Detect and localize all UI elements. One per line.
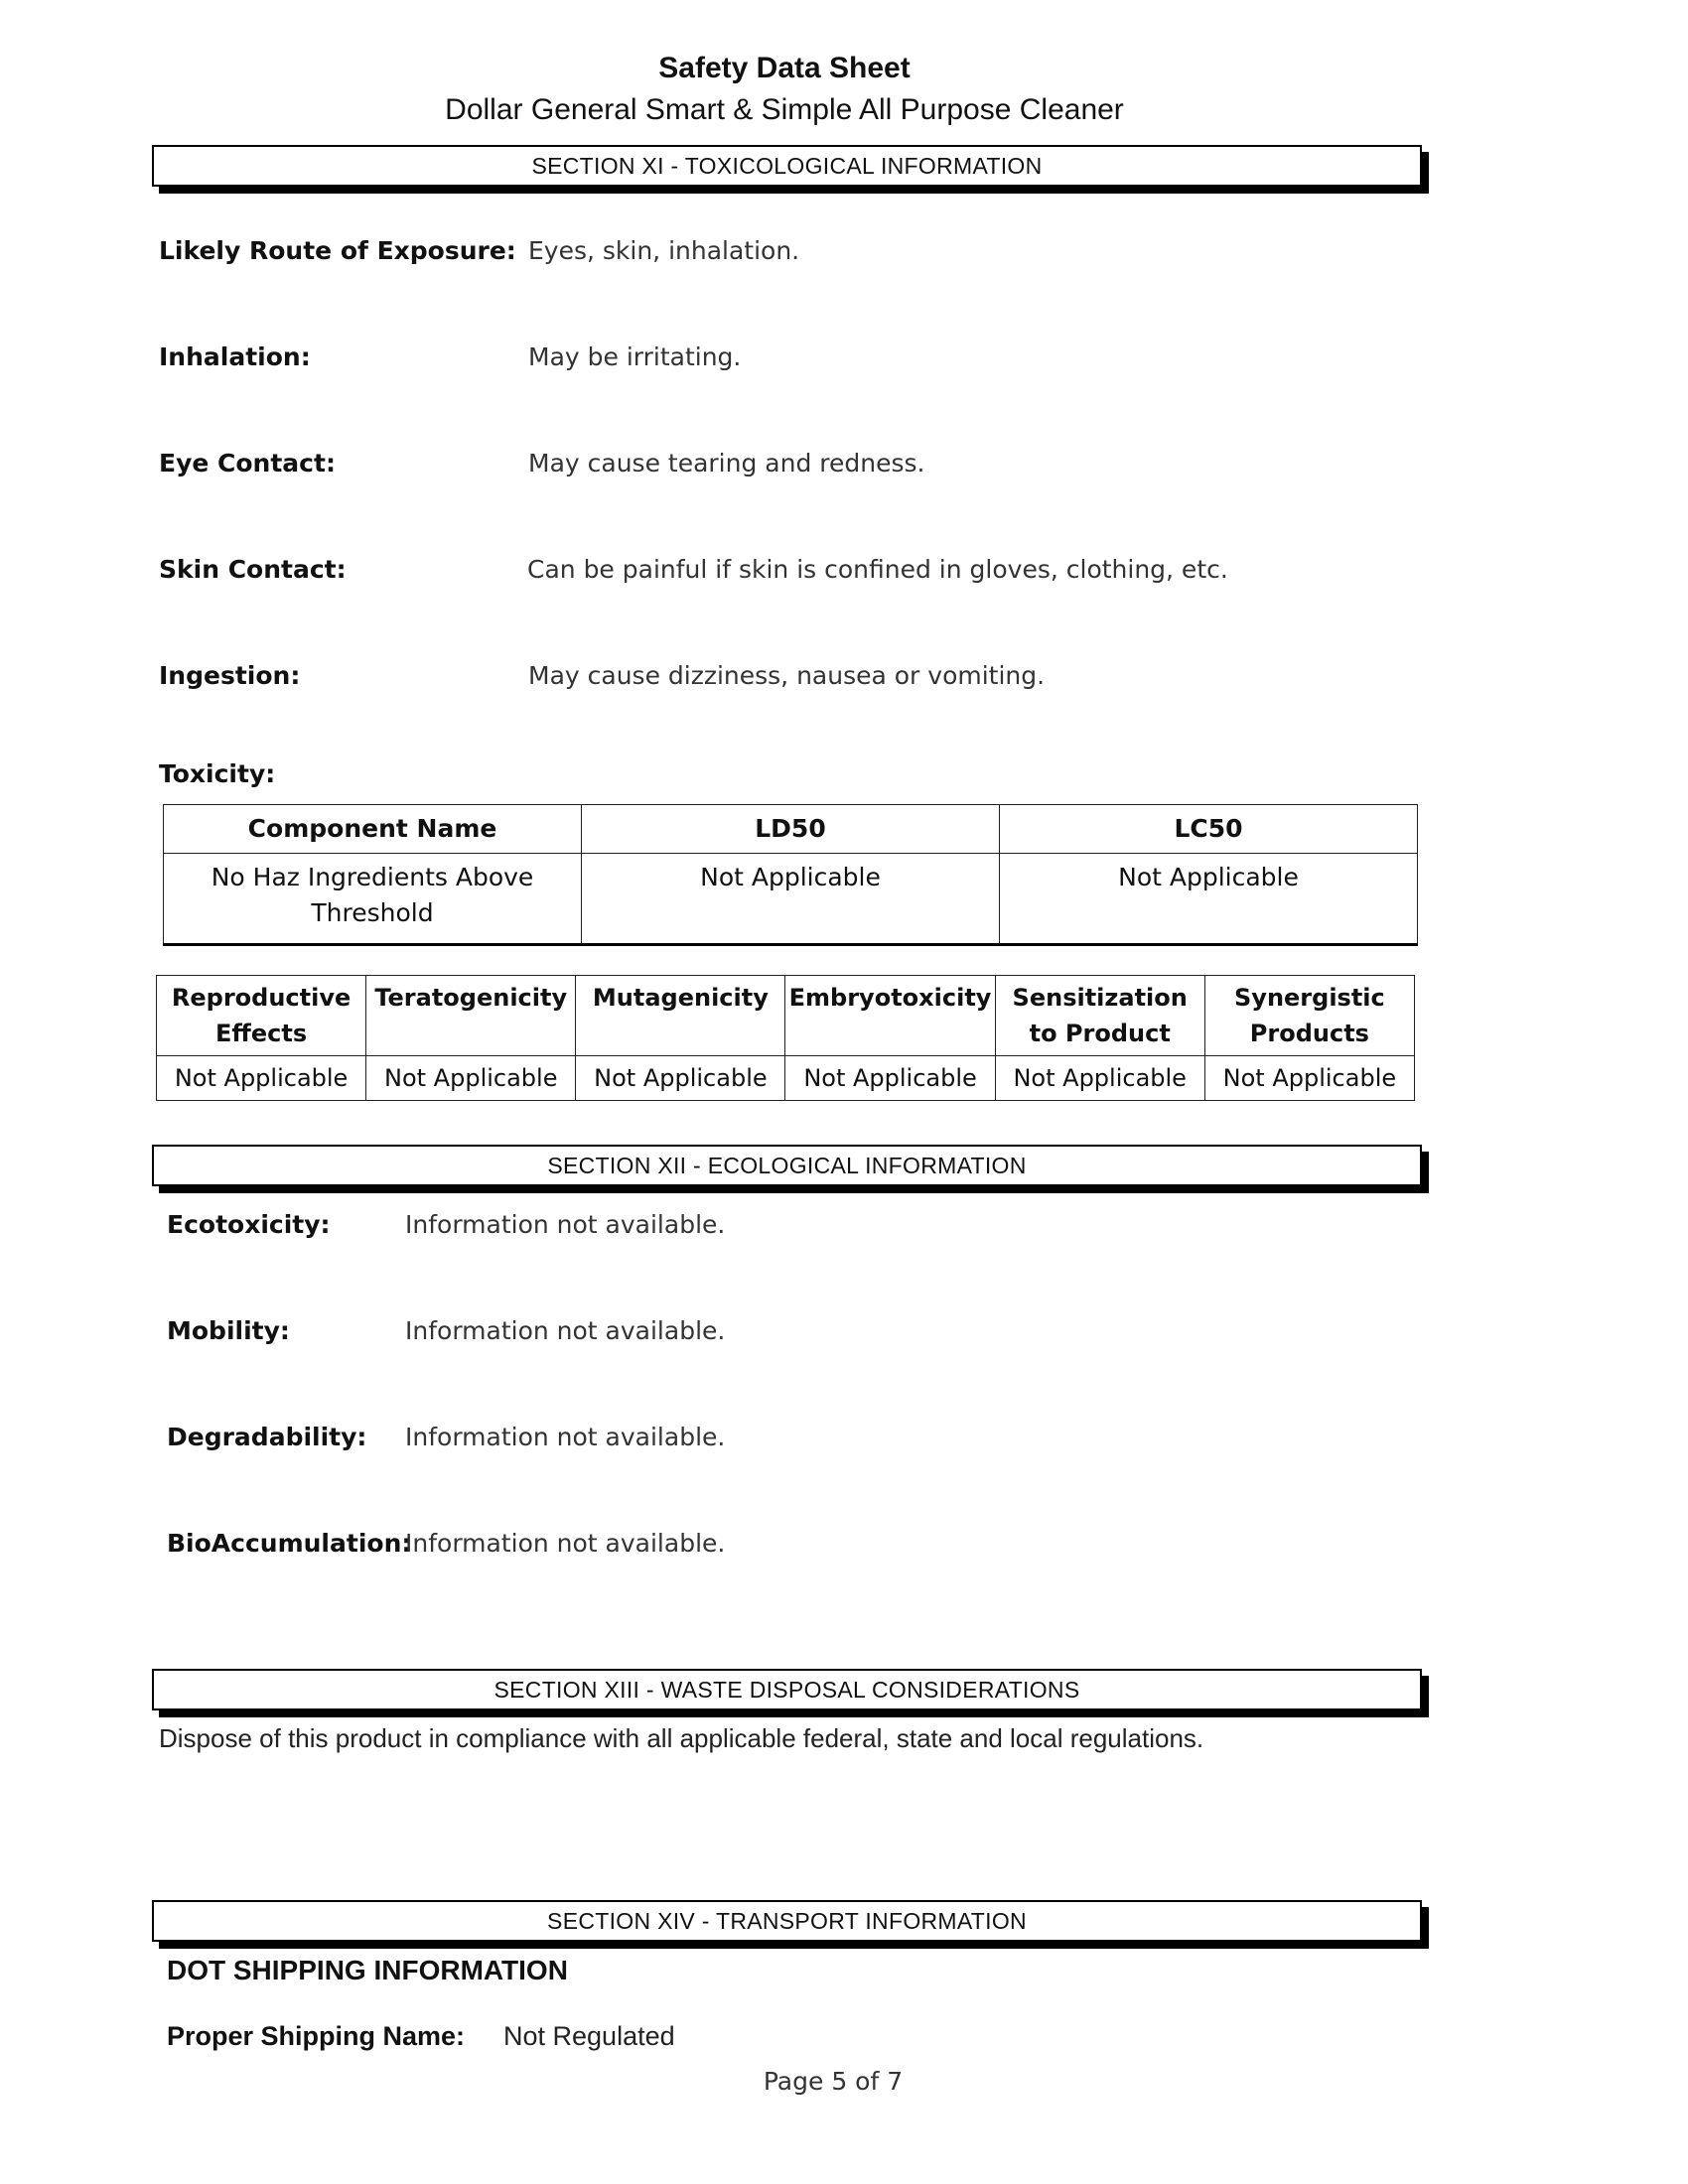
field-label-inhalation: Inhalation: (159, 342, 311, 371)
field-value-mobility: Information not available. (405, 1316, 726, 1345)
field-label-shipping-name: Proper Shipping Name: (167, 2021, 466, 2051)
table-cell: Not Applicable (1000, 854, 1418, 945)
document-title: Safety Data Sheet (658, 52, 911, 84)
table-cell: Not Applicable (157, 1056, 366, 1101)
effects-table (156, 975, 1415, 1101)
column-header: Synergistic Products (1204, 976, 1414, 1056)
table-header-row (164, 805, 1418, 854)
table-row (164, 854, 1418, 945)
section-12-heading: SECTION XII - ECOLOGICAL INFORMATION (152, 1145, 1422, 1186)
section-13-heading: SECTION XIII - WASTE DISPOSAL CONSIDERATIONS (152, 1669, 1422, 1710)
field-value-eye-contact: May cause tearing and redness. (528, 449, 925, 478)
field-label-skin-contact: Skin Contact: (159, 555, 347, 584)
disposal-text: Dispose of this product in compliance with all applicable federal, state and local regulations. (159, 1723, 1204, 1753)
table-header-row (157, 976, 1415, 1056)
field-label-route: Likely Route of Exposure: (159, 236, 516, 265)
field-label-eye-contact: Eye Contact: (159, 449, 336, 478)
field-value-route: Eyes, skin, inhalation. (528, 236, 800, 265)
column-header: Mutagenicity (576, 976, 785, 1056)
field-label-ecotoxicity: Ecotoxicity: (167, 1210, 331, 1239)
column-header: Embryotoxicity (785, 976, 995, 1056)
field-value-inhalation: May be irritating. (528, 342, 742, 371)
field-value-ecotoxicity: Information not available. (405, 1210, 726, 1239)
column-header: Sensitization to Product (995, 976, 1204, 1056)
field-value-ingestion: May cause dizziness, nausea or vomiting. (528, 661, 1046, 690)
table-cell: Not Applicable (576, 1056, 785, 1101)
toxicity-label: Toxicity: (159, 759, 276, 788)
column-header: Component Name (164, 805, 582, 854)
column-header: Reproductive Effects (157, 976, 366, 1056)
section-11-heading: SECTION XI - TOXICOLOGICAL INFORMATION (152, 145, 1422, 187)
section-14-heading: SECTION XIV - TRANSPORT INFORMATION (152, 1900, 1422, 1942)
toxicity-table (163, 804, 1418, 946)
column-header: Teratogenicity (366, 976, 576, 1056)
field-label-mobility: Mobility: (167, 1316, 290, 1345)
table-cell: No Haz Ingredients Above Threshold (164, 854, 582, 945)
field-value-shipping-name: Not Regulated (503, 2021, 675, 2051)
table-row (157, 1056, 1415, 1101)
column-header: LD50 (582, 805, 1000, 854)
table-cell: Not Applicable (582, 854, 1000, 945)
table-cell: Not Applicable (366, 1056, 576, 1101)
table-cell: Not Applicable (1204, 1056, 1414, 1101)
field-value-skin-contact: Can be painful if skin is confined in gloves, clothing, etc. (527, 555, 1228, 584)
page-number: Page 5 of 7 (763, 2067, 904, 2096)
field-value-degradability: Information not available. (405, 1423, 726, 1451)
product-name: Dollar General Smart & Simple All Purpose Cleaner (445, 93, 1124, 126)
field-label-ingestion: Ingestion: (159, 661, 301, 690)
field-value-bioaccumulation: Information not available. (405, 1529, 726, 1558)
table-cell: Not Applicable (785, 1056, 995, 1101)
column-header: LC50 (1000, 805, 1418, 854)
field-label-bioaccumulation: BioAccumulation: (167, 1529, 412, 1558)
field-label-degradability: Degradability: (167, 1423, 367, 1451)
table-cell: Not Applicable (995, 1056, 1204, 1101)
dot-shipping-heading: DOT SHIPPING INFORMATION (167, 1955, 568, 1985)
